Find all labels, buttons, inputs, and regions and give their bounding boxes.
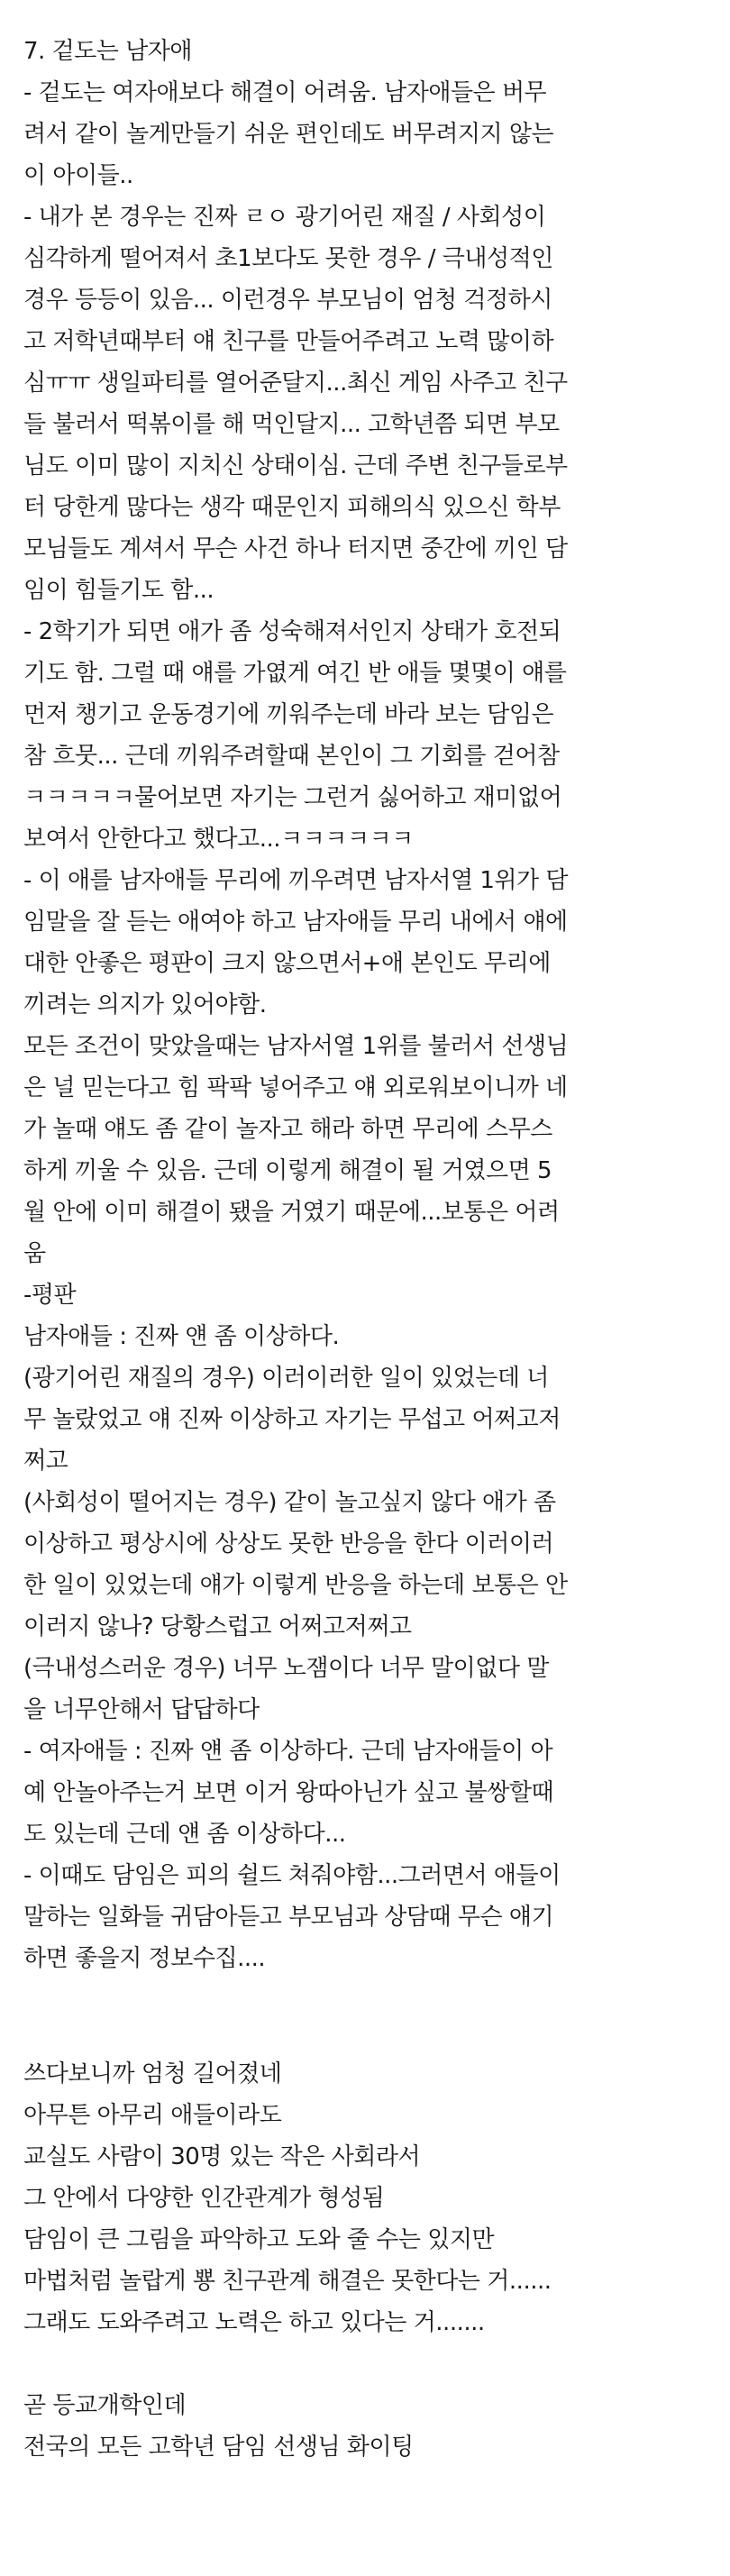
text-line: 은 널 믿는다고 힘 팍팍 넣어주고 얘 외로워보이니까 네 — [23, 1074, 568, 1101]
text-line: - 겉도는 여자애보다 해결이 어려움. 남자애들은 버무 — [23, 79, 547, 106]
text-line: 심ㅠㅠ 생일파티를 열어준달지...최신 게임 사주고 친구 — [23, 370, 568, 397]
text-line: 하게 끼울 수 있음. 근데 이렇게 해결이 될 거였으면 5 — [23, 1157, 552, 1184]
text-line: 이러지 않나? 당황스럽고 어쩌고저쩌고 — [23, 1613, 412, 1640]
text-line: 보여서 안한다고 했다고...ㅋㅋㅋㅋㅋㅋ — [23, 826, 414, 853]
closing-text-block — [23, 2053, 707, 2343]
text-line: 모님들도 계셔서 무슨 사건 하나 터지면 중간에 끼인 담 — [23, 535, 568, 562]
text-line: 가 놀때 얘도 좀 같이 놀자고 해라 하면 무리에 스무스 — [23, 1116, 552, 1143]
text-line: 월 안에 이미 해결이 됐을 거였기 때문에...보통은 어려 — [23, 1199, 560, 1226]
text-line: 곧 등교개학인데 — [23, 2392, 187, 2419]
text-line: 예 안놀아주는거 보면 이거 왕따아닌가 싶고 불쌍할때 — [23, 1779, 554, 1806]
text-line: 마법처럼 놀랍게 뿅 친구관계 해결은 못한다는 거...... — [23, 2268, 552, 2295]
text-line: - 여자애들 : 진짜 얜 좀 이상하다. 근데 남자애들이 아 — [23, 1738, 553, 1765]
text-line: (사회성이 떨어지는 경우) 같이 놀고싶지 않다 애가 좀 — [23, 1489, 556, 1516]
text-line: 먼저 챙기고 운동경기에 끼워주는데 바라 보는 담임은 — [23, 701, 554, 728]
text-line: 려서 같이 놀게만들기 쉬운 편인데도 버무려지지 않는 — [23, 121, 554, 148]
text-line: 아무튼 아무리 애들이라도 — [23, 2102, 282, 2129]
text-line: 심각하게 떨어져서 초1보다도 못한 경우 / 극내성적인 — [23, 245, 553, 272]
text-line: 고 저학년때부터 얘 친구를 만들어주려고 노력 많이하 — [23, 328, 554, 355]
paragraph-gap — [23, 2343, 707, 2385]
text-line: 7. 겉도는 남자애 — [23, 38, 193, 65]
text-line: (광기어린 재질의 경우) 이러이러한 일이 있었는데 너 — [23, 1365, 549, 1392]
text-line: 대한 안좋은 평판이 크지 않으면서+애 본인도 무리에 — [23, 950, 551, 977]
text-line: - 이때도 담임은 피의 쉴드 쳐줘야함...그러면서 애들이 — [23, 1862, 561, 1889]
text-line: 님도 이미 많이 지치신 상태이심. 근데 주변 친구들로부 — [23, 452, 568, 480]
text-line: 경우 등등이 있음... 이런경우 부모님이 엄청 걱정하시 — [23, 287, 552, 314]
text-line: 한 일이 있었는데 얘가 이렇게 반응을 하는데 보통은 안 — [23, 1572, 568, 1599]
text-line: ㅋㅋㅋㅋㅋ물어보면 자기는 그런거 싫어하고 재미없어 — [23, 784, 562, 811]
text-line: 도 있는데 근데 얜 좀 이상하다... — [23, 1821, 346, 1848]
text-line: 그래도 도와주려고 노력은 하고 있다는 거....... — [23, 2309, 485, 2336]
text-line: 기도 함. 그럴 때 얘를 가엾게 여긴 반 애들 몇몇이 얘를 — [23, 660, 567, 687]
text-line: 터 당한게 많다는 생각 때문인지 피해의식 있으신 학부 — [23, 494, 561, 521]
text-line: 쓰다보니까 엄청 길어졌네 — [23, 2060, 282, 2087]
text-line: 그 안에서 다양한 인간관계가 형성됨 — [23, 2185, 385, 2212]
text-line: 무 놀랐었고 얘 진짜 이상하고 자기는 무섭고 어쩌고저 — [23, 1406, 561, 1433]
text-line: 담임이 큰 그림을 파악하고 도와 줄 수는 있지만 — [23, 2226, 495, 2253]
paragraph-gap — [23, 1979, 707, 2053]
final-text-block — [23, 2385, 707, 2468]
text-line: 임말을 잘 듣는 애여야 하고 남자애들 무리 내에서 얘에 — [23, 909, 568, 936]
text-line: 교실도 사람이 30명 있는 작은 사회라서 — [23, 2143, 421, 2170]
text-line: 전국의 모든 고학년 담임 선생님 화이팅 — [23, 2434, 414, 2461]
text-line: 들 불러서 떡볶이를 해 먹인달지... 고학년쯤 되면 부모 — [23, 411, 560, 438]
text-line: 움 — [23, 1240, 46, 1267]
text-line: 모든 조건이 맞았을때는 남자서열 1위를 불러서 선생님 — [23, 1033, 569, 1060]
text-line: 하면 좋을지 정보수집.... — [23, 1945, 266, 1972]
text-line: 쩌고 — [23, 1448, 68, 1475]
text-line: 남자애들 : 진짜 얜 좀 이상하다. — [23, 1323, 340, 1350]
text-line: 이 아이들.. — [23, 162, 133, 189]
text-line: - 이 애를 남자애들 무리에 끼우려면 남자서열 1위가 담 — [23, 867, 568, 894]
main-text-block — [23, 31, 707, 1979]
text-line: 말하는 일화들 귀담아듣고 부모님과 상담때 무슨 얘기 — [23, 1904, 554, 1931]
text-line: 임이 힘들기도 함... — [23, 577, 214, 604]
text-line: 참 흐뭇... 근데 끼워주려할때 본인이 그 기회를 걷어참 — [23, 743, 560, 770]
text-line: (극내성스러운 경우) 너무 노잼이다 너무 말이없다 말 — [23, 1655, 549, 1682]
text-line: -평판 — [23, 1282, 77, 1309]
text-line: - 2학기가 되면 애가 좀 성숙해져서인지 상태가 호전되 — [23, 618, 561, 645]
text-line: 을 너무안해서 답답하다 — [23, 1696, 260, 1723]
text-line: 이상하고 평상시에 상상도 못한 반응을 한다 이러이러 — [23, 1530, 554, 1557]
text-line: 끼려는 의지가 있어야함. — [23, 991, 267, 1019]
text-line: - 내가 본 경우는 진짜 ㄹㅇ 광기어린 재질 / 사회성이 — [23, 204, 546, 231]
